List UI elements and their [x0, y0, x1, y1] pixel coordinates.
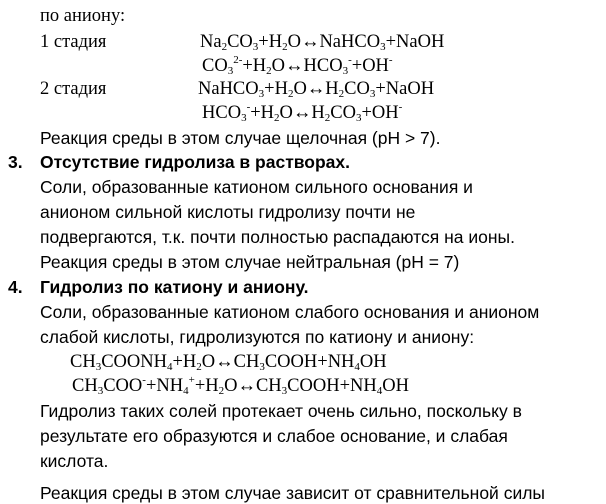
- alkaline-text: Реакция среды в этом случае щелочная (рН > 7).: [40, 128, 441, 148]
- stage1-label: 1 стадия: [40, 32, 107, 52]
- stage2-equation-molecular: $NaHCO_3+H_2O\leftrightarrow H_2CO_3+NaOH$: [198, 79, 435, 100]
- section4-title: Гидролиз по катиону и аниону.: [40, 277, 309, 297]
- stage1-equation-ionic: $CO_3^{2-}+H_2O\leftrightarrow HCO_3^-+OH^-$: [202, 54, 393, 77]
- section4-last-line: Реакция среды в этом случае зависит от сравнительной силы: [40, 483, 546, 503]
- section3-line: Реакция среды в этом случае нейтральная (рН = 7): [40, 252, 460, 272]
- stage2-equation-ionic: $HCO_3^-+H_2O\leftrightarrow H_2CO_3+OH^-$: [202, 101, 403, 124]
- section3-number: 3.: [8, 152, 23, 172]
- section3-line: анионом сильной кислоты гидролизу почти не: [40, 202, 416, 222]
- section4-number: 4.: [8, 277, 23, 297]
- section3-line: подвергаются, т.к. почти полностью распадаются на ионы.: [40, 227, 515, 247]
- section4-equation-ionic: $CH_3COO^-+NH_4^++H_2O\leftrightarrow CH_3COOH+NH_4OH$: [72, 374, 409, 397]
- section4-equation-molecular: $CH_3COONH_4+H_2O\leftrightarrow CH_3COOH+NH_4OH$: [70, 352, 387, 373]
- section4-after-line: результате его образуются и слабое основание, и слабая: [40, 426, 508, 446]
- section4-after-line: Гидролиз таких солей протекает очень сильно, поскольку в: [40, 401, 522, 421]
- stage2-label: 2 стадия: [40, 79, 107, 99]
- section4-line: слабой кислоты, гидролизуются по катиону и аниону:: [40, 327, 475, 347]
- section3-line: Соли, образованные катионом сильного основания и: [40, 177, 473, 197]
- section4-after-line: кислота.: [40, 451, 109, 471]
- section4-line: Соли, образованные катионом слабого основания и анионом: [40, 302, 540, 322]
- section3-title: Отсутствие гидролиза в растворах.: [40, 152, 351, 172]
- stage1-equation-molecular: $Na_2CO_3+H_2O\leftrightarrow NaHCO_3+NaOH$: [200, 32, 445, 53]
- intro-text: по аниону:: [40, 6, 126, 26]
